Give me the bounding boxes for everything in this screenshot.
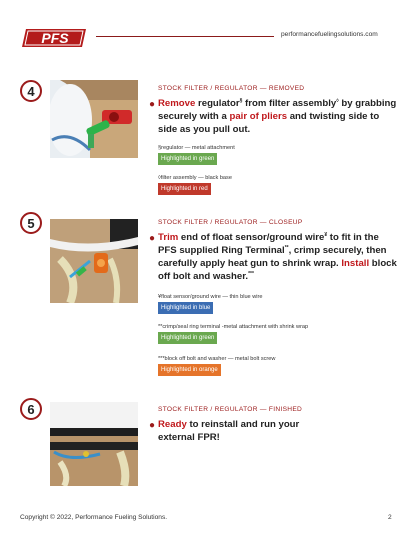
page-number: 2 <box>388 514 392 521</box>
step-number: 4 <box>20 80 42 102</box>
step-4-photo <box>50 80 138 158</box>
bullet-icon: ● <box>149 99 156 110</box>
step-5-note: **crimp/seal ring terminal -metal attachment with shrink wrap <box>158 324 309 330</box>
header-url[interactable]: performancefuelingsolutions.com <box>281 31 378 38</box>
highlight-tag: Highlighted in green <box>158 332 217 344</box>
highlight-tag: Highlighted in orange <box>158 364 221 376</box>
step-4-note: ◊filter assembly — black base <box>158 175 232 181</box>
logo-text: PFS <box>41 30 69 46</box>
highlight-tag: Highlighted in blue <box>158 302 213 314</box>
step-4-note: §regulator — metal attachment <box>158 145 235 151</box>
step-number: 5 <box>20 212 42 234</box>
step-5-photo <box>50 219 138 303</box>
step-4-instruction: ● Remove regulator§ from filter assembly◊ by grabbing securely with a pair of pliers and twisting side to side as you pull out. <box>149 97 397 135</box>
footer-copyright: Copyright © 2022, Performance Fueling Solutions. <box>20 514 168 521</box>
highlight-tag: Highlighted in red <box>158 183 211 195</box>
step-4-stage: STOCK FILTER / REGULATOR — REMOVED <box>158 85 305 92</box>
step-6-photo <box>50 402 138 486</box>
step-6-stage: STOCK FILTER / REGULATOR — FINISHED <box>158 406 303 413</box>
bullet-icon: ● <box>149 233 156 244</box>
step-5-instruction: ● Trim end of float sensor/ground wire¥ to fit in the PFS supplied Ring Terminal**, crimp securely, then carefully apply heat gun to shrink wrap. Install block off bolt and washer.*** <box>149 231 397 282</box>
step-6-instruction: ● Ready to reinstall and run your external FPR! <box>149 419 300 443</box>
highlight-tag: Highlighted in green <box>158 153 217 165</box>
step-5-stage: STOCK FILTER / REGULATOR — CLOSEUP <box>158 219 303 226</box>
step-5-note: ¥float sensor/ground wire — thin blue wire <box>158 294 263 300</box>
pfs-logo <box>20 27 90 49</box>
step-5-note: ***block off bolt and washer — metal bolt screw <box>158 356 276 362</box>
step-number: 6 <box>20 398 42 420</box>
header-divider <box>96 36 274 37</box>
bullet-icon: ● <box>149 420 156 431</box>
